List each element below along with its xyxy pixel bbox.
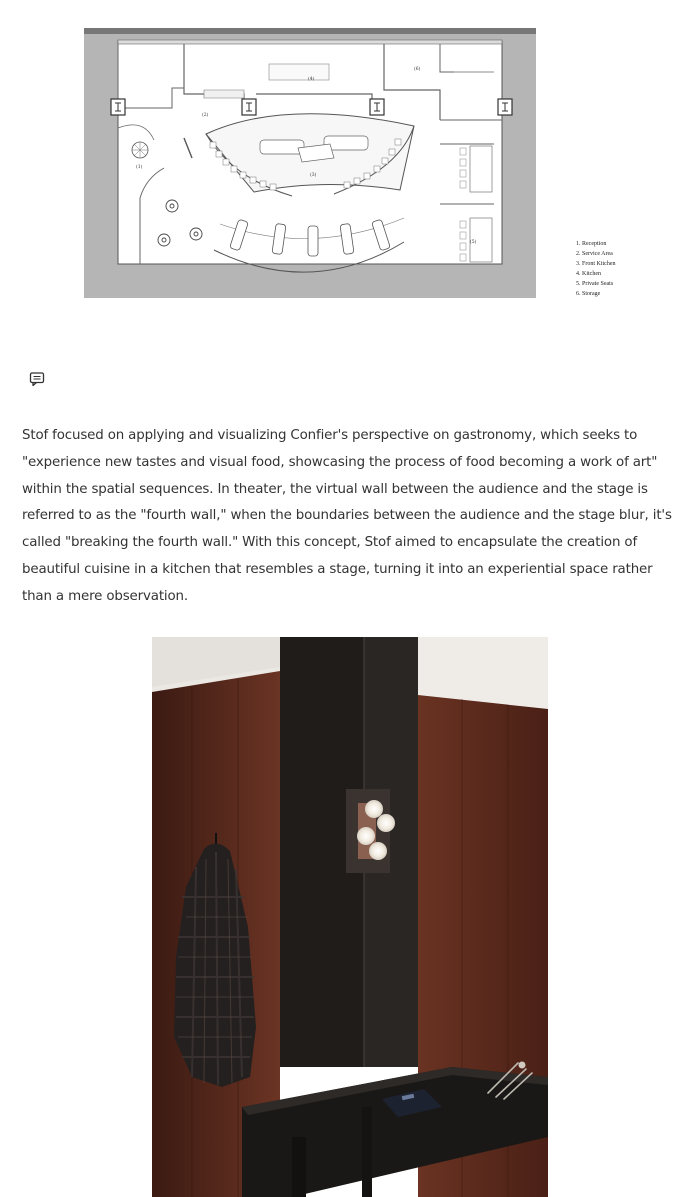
room-label-2: (2) xyxy=(202,113,209,118)
legend-item-kitchen: 4. Kitchen xyxy=(576,271,601,277)
room-label-4: (4) xyxy=(308,77,315,82)
legend-item-service-area: 2. Service Area xyxy=(576,251,613,257)
comment-icon xyxy=(28,370,46,388)
interior-photo xyxy=(152,637,548,1197)
room-label-3: (3) xyxy=(310,173,317,178)
article-paragraph: Stof focused on applying and visualizing Confier's perspective on gastronomy, which seeks to "experience new tastes and visual food, showcasing the process of food becoming a work of art" within the spatial sequences. In theater, the virtual wall between the audience and the stage is referred to as the "fourth wall," when the boundaries between the audience and the stage blur, it's called "breaking the fourth wall." With this concept, Stof aimed to encapsulate the creation of beautiful cuisine in a kitchen that resembles a stage, turning it into an experiential space rather than a mere observation. xyxy=(22,428,672,604)
legend-item-front-kitchen: 3. Front Kitchen xyxy=(576,261,616,267)
floor-plan-image xyxy=(84,28,536,298)
comment-button[interactable] xyxy=(28,370,46,388)
legend-item-reception: 1. Reception xyxy=(576,241,607,247)
floor-plan-legend xyxy=(576,239,616,299)
legend-item-private-seats: 5. Private Seats xyxy=(576,281,614,287)
room-label-1: (1) xyxy=(136,165,143,170)
room-label-5: (5) xyxy=(470,240,477,245)
room-label-6: (6) xyxy=(414,67,421,72)
legend-item-storage: 6. Storage xyxy=(576,291,601,297)
